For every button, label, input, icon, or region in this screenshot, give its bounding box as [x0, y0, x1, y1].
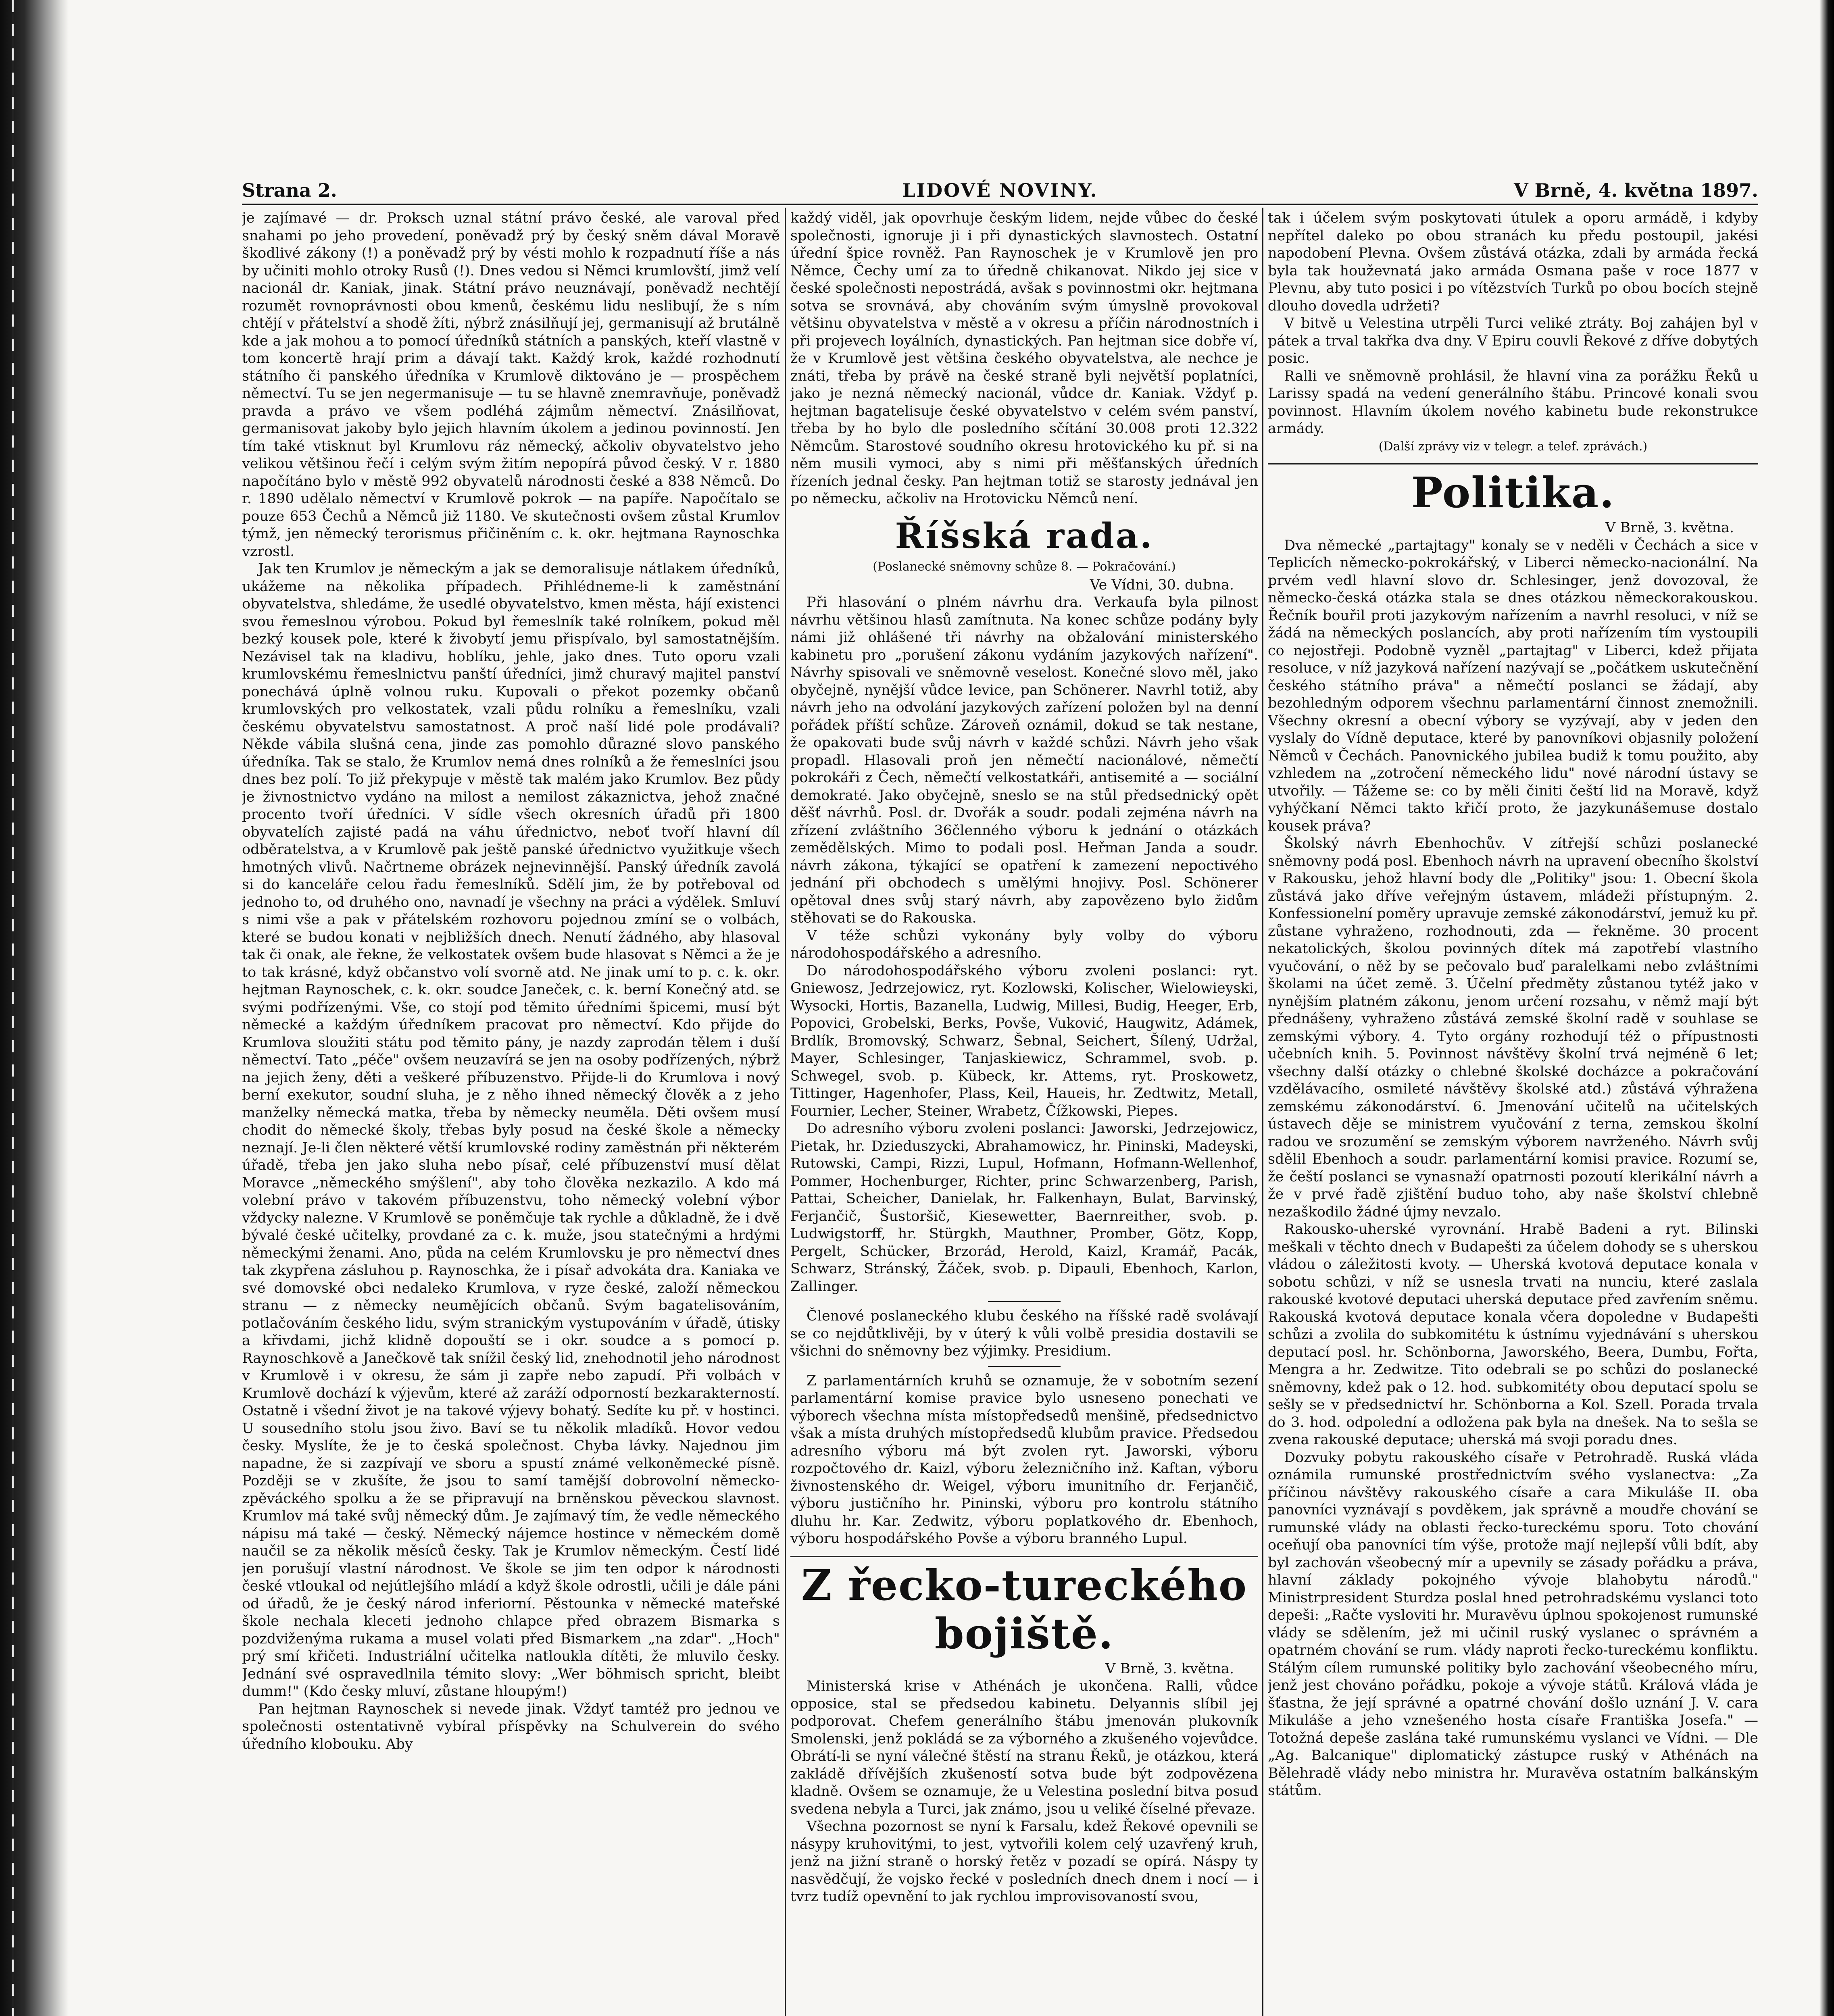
page-header [242, 179, 1758, 204]
club-notice: Členové poslaneckého klubu českého na říšské radě svolávají se co nejdůtklivěji, by v úterý k vůli volbě presidia dostavili se všichni do sněmovny bez výjimky. Presidium. [790, 1308, 1258, 1359]
separator [988, 1366, 1061, 1367]
separator [988, 1301, 1061, 1302]
dateline-brno-politics: V Brně, 3. května. [1605, 520, 1734, 536]
politics-ebenhoch: Školský návrh Ebenhochův. V zítřejší schůzi poslanecké sněmovny podá posl. Ebenhoch návrh na upravení obecního školství v Rakousku, jehož hlavní body dle „Politiky" jsou: 1. Obecní škola zůstává jako dříve veřejným ústavem, mládeži přístupným. 2. Konfessionelní poměry upravuje zemské zákonodárství, jemuž ku př. zůstane vyhraženo, rozhodnouti, zda — řekněme. 30 procent nekatolických, školou povinných dítek má zapotřebí vlastního vyučování, o něž by se pečovalo buď paralelkami nebo zvláštními školami na účet země. 3. Účelní předměty zůstanou tytéž jako v nynějším platném zákonu, jenom určení rozsahu, v němž mají být přednášeny, vyhraženo zůstává zemské školní radě v souhlase se zemskými výbory. 4. Tyto orgány rozhodují též o přípustnosti učebních knih. 5. Povinnost návštěvy školní trvá nejméně 6 let; všechny další otázky o chlebné školské docházce a pokračování vzdělávacího, osmileté návštěvy školské atd.) zůstává výhražena zemskému zákonodárství. 6. Jmenování učitelů na učitelských ústavech děje se ministrem vyučování z terna, zemskou školní radou ve srozumění se zemským výborem navrženého. Návrh svůj sdělil Ebenhoch a soudr. parlamentární komisi pravice. Rozumí se, že čeští poslanci se vynasnaží opatrnosti pozoutí klerikální návrh a že v prvé řadě zjištění buduo toho, aby naše školství chlebně nezaškodilo žádné újmy nevzalo. [1268, 835, 1758, 1220]
war-report-part2: Všechna pozornost se nyní k Farsalu, kdež Řekové opevnili se násypy kruhovitými, to jest, vytvořili kolem celý uzavřený kruh, jenž na jižní straně o horský řetěz v pozadí se opírá. Náspy ty nasvědčují, že vojsko řecké v posledních dnech dnem i nocí — i tvrz tudíž opevnění to jak rychlou improvisovaností svou, [790, 1818, 1258, 1905]
dateline-brno-war: V Brně, 3. května. [1105, 1660, 1234, 1677]
column-1 [242, 210, 780, 2016]
column-3 [1268, 210, 1758, 2016]
article-krumlov-continuation: každý viděl, jak opovrhuje českým lidem, nejde vůbec do české společnosti, ignoruje ji i při dynastických slavnostech. Ostatní úřední špice rovněž. Pan Raynoschek je v Krumlově jen pro Němce, Čechy umí za to úředně chikanovat. Nikdo jej sice v české společnosti nepostrádá, avšak s povinnostmi okr. hejtmana sotva se srovnává, aby chováním svým úmyslně provokoval většinu obyvatelstva v městě a v okresu a příčin národnostních i při projevech loyálních, dynastických. Pan hejtman sice dobře ví, že v Krumlově jest většina českého obyvatelstva, ale nechce je znáti, třeba by právě na české straně byli největší poplatníci, jako je nezná německý nacionál, vůdce dr. Kaniak. Vždyť p. hejtman bagatelisuje české obyvatelstvo v celém svém panství, třeba by ho bylo dle posledního sčítání 30.008 proti 12.322 Němcům. Starostové soudního okresu hrotovického ku př. si na něm musili vymoci, aby s nimi při měšťanských úředních řízeních jednal česky. Pan hejtman totiž se starosty jednával jen po německu, ačkoliv na Hrotovicku Němců není. [790, 210, 1258, 507]
parliamentary-circles-note: Z parlamentárních kruhů se oznamuje, že v sobotním sezení parlamentární komise pravice bylo usneseno ponechati ve výborech všechna místa místopředsedů menšině, předsednictvo však a místa druhých místopředsedů klubům pravice. Předsedou adresního výboru má být zvolen ryt. Jaworski, výboru rozpočtového dr. Kaizl, výboru železničního inž. Kaftan, výboru živnostenského dr. Weigel, výboru imunitního dr. Ferjančič, výboru justičního hr. Pininski, výboru pro kontrolu státního dluhu hr. Kar. Zedwitz, výboru poplatkového dr. Ebenhoch, výboru hospodářského Povše a výboru branného Lupul. [790, 1372, 1258, 1547]
scan-binding-edge [0, 0, 69, 2016]
article-krumlov-part3: Pan hejtman Raynoschek si nevede jinak. Vždyť tamtéž pro jednou ve společnosti ostentativně vybíral příspěvky na Schulverein do svého úředního klobouku. Aby [242, 1701, 780, 1752]
politics-petrohrad: Dozvuky pobytu rakouského císaře v Petrohradě. Ruská vláda oznámila rumunské prostřednictvím svého vyslanectva: „Za příčinou návštěvy rakouského císaře a cara Mikuláše II. oba panovníci vyznávají s povděkem, jak správně a moudře chování se rumunské vlády na oblasti řecko-tureckému sporu. Toto chování oceňují oba panovníci tím výše, protože mají nejlepší vůli bdít, aby byl zachován všeobecný mír a upevnily se zásady pořádku a práva, hlavní základy pokojného vývoje blahobytu národů." Ministrpresident Sturdza poslal hned petrohradskému vyslanci toto depeši: „Račte vysloviti hr. Muravěvu úplnou spokojenost rumunské vlády se sdělením, jež mi učinil ruský vyslanec o správném a opatrném chování se rum. vlády naproti řecko-tureckému konfliktu. Stálým cílem rumunské politiky bylo zachování všeobecného míru, jenž jest chováno pořádku, pokoje a vývoje států. Králová vláda je šťastna, že její správné a opatrné chování došlo uznání J. V. cara Mikuláše a jeho vznešeného hosta císaře Františka Josefa." — Totožná depeše zaslána také rumunskému vyslanci ve Vídni. — Dle „Ag. Balcanique" diplomatický zástupce ruský v Athénách na Bělehradě vlády nebo ministra hr. Muravěva ostatním balkánským státům. [1268, 1449, 1758, 1799]
war-report-part1: Ministerská krise v Athénách je ukončena. Ralli, vůdce opposice, stal se předsedou kabinetu. Delyannis slíbil jej podporovat. Chefem generálního štábu jmenován plukovník Smolenski, jenž pokládá se za výborného a zkušeného vojevůdce. Obrátí-li se nyní válečné štěstí na stranu Řeků, je otázkou, která zakládě dřívějších zkušeností sotva bude být zodpovězena kladně. Ovšem se oznamuje, že u Velestina poslední bitva posud svedena nebyla a Turci, jak známo, jsou u veliké číselné převaze. [790, 1678, 1258, 1817]
masthead-title: LIDOVÉ NOVINY. [902, 179, 1098, 201]
war-ralli-statement: Ralli ve sněmovně prohlásil, že hlavní vina za porážku Řeků u Larissy spadá na vedení generálního štábu. Princové konali svou povinnost. Hlavním úkolem nového kabinetu bude rekonstrukce armády. [1268, 368, 1758, 437]
scan-right-edge [1819, 0, 1834, 2016]
issue-date: V Brně, 4. května 1897. [1513, 179, 1758, 201]
section-title-politika: Politika. [1268, 463, 1758, 517]
committee-elections-intro: V téže schůzi vykonány byly volby do výboru národohospodářského a adresního. [790, 927, 1258, 961]
section-title-war: Z řecko-tureckého bojiště. [790, 1556, 1258, 1658]
page-number: Strana 2. [242, 179, 337, 201]
economic-committee-list: Do národohospodářského výboru zvoleni poslanci: ryt. Gniewosz, Jedrzejowicz, ryt. Kozlowski, Kolischer, Wielowieyski, Wysocki, Hortis, Bazanella, Ludwig, Millesi, Budig, Heeger, Erb, Popovici, Grobelski, Berks, Povše, Vuković, Haugwitz, Adámek, Brdlík, Bromovský, Schwarz, Šebnal, Seichert, Šílený, Udržal, Mayer, Schlesinger, Tanjaskiewicz, Schrammel, svob. p. Schwegel, svob. p. Kübeck, kr. Attems, ryt. Proskowetz, Tittinger, Hagenhofer, Plass, Keil, Haueis, hr. Zedtwitz, Metall, Fournier, Lecher, Steiner, Wrabetz, Čížkowski, Piepes. [790, 962, 1258, 1119]
politics-partajtagy: Dva německé „partajtagy" konaly se v neděli v Čechách a sice v Teplicích německo-pokrokářský, v Liberci německo-nacionální. Na prvém vedl hlavní slovo dr. Schlesinger, jenž dovozoval, že německo-česká otázka stala se dnes otázkou německorakouskou. Řečník bouřil proti jazykovým nařízením a navrhl resoluci, v níž se žádá na německých poslancích, aby proti nařízením tím vystoupili co nejostřeji. Podobně vyzněl „partajtag" v Liberci, kdež přijata resoluce, v níž jazyková nařízení nazývají se „počátkem uskutečnění českého státního práva" a němečtí poslanci se žádají, aby bezohledným odporem všechnu parlamentární činnost znemožnili. Všechny okresní a obecní výbory se vyzývají, aby v jeden den vyslaly do Vídně deputace, které by panovníkovi objasnily položení Němců v Čechách. Panovnického jubilea budiž k tomu použito, aby vzhledem na „zotročení německého lidu" nové národní ústavy se utvořily. — Tážeme se: co by měli činiti čeští lid na Moravě, když vyhýčkaní Němci takto křičí proto, že jazykunášemuse dostalo kousek práva? [1268, 537, 1758, 834]
more-news-note: (Další zprávy viz v telegr. a telef. zprávách.) [1378, 439, 1648, 454]
header-rule [242, 204, 1758, 205]
column-rule-1 [785, 208, 786, 2016]
war-report-continuation: tak i účelem svým poskytovati útulek a oporu armádě, i kdyby nepřítel daleko po obou stranách ku předu postoupil, jakési napodobení Plevna. Ovšem zůstává otázka, zdali by armáda řecká byla tak houževnatá jako armáda Osmana paše v roce 1877 v Plevnu, aby tuto posici i po vítězstvích Turků po obou bocích stejně dlouho dovedla udržeti? [1268, 210, 1758, 314]
parliament-report: Při hlasování o plném návrhu dra. Verkaufa byla pilnost návrhu většinou hlasů zamítnuta. Na konec schůze podány byly námi již ohlášené tři návrhy na obžalování ministerského kabinetu pro „porušení zákonu vydáním jazykových nařízení". Návrhy spisovali ve sněmovně veselost. Konečné slovo měl, jako obyčejně, nynější vůdce levice, pan Schönerer. Navrhl totiž, aby návrh jeho na odvolání jazykových zařízení položen byl na denní pořádek příští schůze. Zároveň oznámil, dokud se tak nestane, že opakovati bude svůj návrh v každé schůzi. Návrh jeho však propadl. Hlasovali proň jen němečtí nacionálové, němečtí pokrokáři z Čech, němečtí velkostatkáři, antisemité a — sociální demokraté. Jako obyčejně, sneslo se na stůl předsednický opět děšť návrhů. Posl. dr. Dvořák a soudr. podali zejména návrh na zřízení zvláštního 36členného výboru k jednání o otázkách zemědělských. Mimo to podali posl. Heřman Janda a soudr. návrh zákona, týkající se opatření k zamezení nepoctivého jednání při obchodech s umělými hnojivy. Posl. Schönerer opětoval dnes svůj starý návrh, aby zapovězeno bylo židům stěhovati se do Rakouska. [790, 594, 1258, 926]
column-2 [790, 210, 1258, 2016]
address-committee-list: Do adresního výboru zvoleni poslanci: Jaworski, Jedrzejowicz, Pietak, hr. Dzieduszycki, Abrahamowicz, hr. Pininski, Madeyski, Rutowski, Campi, Rizzi, Lupul, Hofmann, Hofmann-Wellenhof, Pommer, Hochenburger, Richter, princ Schwarzenberg, Parish, Pattai, Scheicher, Danielak, hr. Falkenhayn, Bulat, Barvinský, Ferjančič, Šustoršič, Kiesewetter, Baernreither, svob. p. Ludwigstorff, hr. Stürgkh, Mauthner, Promber, Götz, Kopp, Pergelt, Schücker, Brzorád, Herold, Kaizl, Kramář, Pacák, Schwarz, Stránský, Žáček, svob. p. Dipauli, Ebenhoch, Karlon, Zallinger. [790, 1120, 1258, 1295]
war-velestino: V bitvě u Velestina utrpěli Turci veliké ztráty. Boj zahájen byl v pátek a trval takřka dva dny. V Epiru couvli Řekové z dříve dobytých posic. [1268, 315, 1758, 367]
column-rule-2 [1262, 208, 1263, 2016]
section-subtitle-risska-rada: (Poslanecké sněmovny schůze 8. — Pokračování.) [873, 559, 1176, 574]
article-krumlov-part2: Jak ten Krumlov je německým a jak se demoralisuje nátlakem úředníků, ukážeme na několika případech. Přihlédneme-li k zaměstnání obyvatelstva, shledáme, že usedlé obyvatelstvo, kmen města, hájí existenci svou řemeslnou výrobou. Pokud byl řemeslník také rolníkem, pokud měl bezký kousek pole, které k živobytí jemu přispívalo, byl samostatnějším. Nezávisel tak na kladivu, hoblíku, jehle, jako dnes. Tuto oporu vzali krumlovskému řemeslnictvu panští úředníci, jimž churavý majitel panství ponechává úplně volnou ruku. Kupovali o překot pozemky občanů krumlovských pro velkostatek, vzali půdu rolníku a řemeslníku, vzali českému obyvatelstvu samostatnost. A proč naší lidé pole prodávali? Někde vábila slušná cena, jinde zas pomohlo důrazné slovo panského úředníka. Tak se stalo, že Krumlov nemá dnes rolníků a že řemeslníci jsou dnes bez polí. To již překypuje v městě tak malém jako Krumlov. Bez půdy je živnostnictvo vydáno na milost a nemilost zákaznictva, jehož značné procento tvoří úředníci. V sídle všech okresních úřadů při 1800 obyvatelích zajisté padá na váhu úřednictvo, neboť tvoří hlavní díl odběratelstva, a v Krumlově pak ještě panské úřednictvo využitkuje všech hmotných vlivů. Načrtneme obrázek nejnevinnější. Panský úředník zavolá si do kanceláře celou řadu řemeslníků. Sdělí jim, že by potřeboval od jednoho to, od druhého ono, navnadí je všechny na práci a výdělek. Smluví s nimi vše a pak v přátelském rozhovoru pojednou zmíní se o volbách, které se budou konati v nejbližších dnech. Nenutí žádného, aby hlasoval tak či onak, ale řekne, že velkostatek ovšem bude hlasovat s Němci a že je to tak krásné, když občanstvo volí svorně atd. Ne jinak umí to p. c. k. okr. hejtman Raynoschek, c. k. okr. soudce Janeček, c. k. berní Konečný atd. se svými podřízenými. Vše, co stojí pod těmito úředními špicemi, musí být německé a každým úředníkem pracovat pro němectví. Kdo přijde do Krumlova sloužiti státu pod těmito pány, je nazdy zaprodán tělem i duší němectví. Tato „péče" ovšem neuzavírá se jen na osoby podřízených, nýbrž na jejich ženy, děti a veškeré příbuzenstvo. Přijde-li do Krumlova i nový berní exekutor, soudní sluha, je z něho ihned německý člověk a z jeho manželky německá matka, třeba by německy neuměla. Děti ovšem musí chodit do německé školy, třebas byly posud na české škole a německy neznají. Je-li člen některé větší krumlovské rodiny zaměstnán při některém úřadě, třeba jen jako sluha nebo písař, celé příbuzenství musí dělat Moravce „německého smýšlení", aby toho člověka nezkazilo. A kdo má volební právo v takovém příbuzenstvu, toho německý volební výbor vždycky nalezne. V Krumlově se poněmčuje tak rychle a důkladně, že i dvě bývalé české učitelky, provdané za c. k. muže, jsou statečnými a hrdými německými ženami. Ano, půda na celém Krumlovsku je pro němectví dnes tak zkypřena zásluhou p. Raynoschka, že i písař advokáta dra. Kaniaka ve své domovské obci nedaleko Krumlova, v ryze české, založí německou stranu — z německy neumějících občanů. Svým bagatelisováním, potlačováním českého lidu, svým stranickým vystupováním v úřadě, útisky a křivdami, jichž klidně dopouští se i okr. soudce a s pomocí p. Raynoschkově a Janečkově tak snížil český lid, znehodnotil jeho národnost v Krumlově i v okresu, že sám ji zapře nebo zapudí. Při volbách v Krumlově dochází k výjevům, které až zaráží odporností bezkarakterností. Ostatně i všední život je na takové výjevy bohatý. Sedíte ku př. v hostinci. U sousedního stolu jsou živo. Baví se tu několik mladíků. Hovor vedou česky. Myslíte, že je to česká společnost. Chyba lávky. Najednou jim napadne, že si zazpívají ve sboru a spustí známé velkoněmecké písně. Později se v zkušíte, že jsou to samí tamější dobrovolní německo-zpěváckého spolku a že se připravují na brněnskou pěveckou slavnost. Krumlov má také svůj německý dům. Je zajímavý tím, že vedle německého nápisu má také — český. Německý nájemce hostince v německém domě naučil se za několik měsíců česky. Tak je Krumlov německým. Čestí lidé jen porušují vlastní národnost. Ve škole se jim ten odpor k národnosti české vtloukal od nejútlejšího mládí a když škole odrostli, učili je dále páni od úřadů, že je český národ inferiorní. Pěstounka v německé mateřské škole nechala kleceti jednoho chlapce před obrazem Bismarka s pozdviženýma rukama a musel volati před Bismarkem „na zdar". „Hoch" prý smí křičeti. Industriální učitelka natloukla dítěti, že mluvilo česky. Jednání své ospravedlnila témito slovy: „Wer böhmisch spricht, bleibt dumm!" (Kdo česky mluví, zůstane hloupým!) [242, 561, 780, 1699]
section-title-risska-rada: Říšská rada. [895, 515, 1154, 556]
article-krumlov-part1: je zajímavé — dr. Proksch uznal státní právo české, ale varoval před snahami po jeho provedení, poněvadž prý by český sněm dával Moravě škodlivé zákony (!) a poněvadž prý by vésti mohlo k rozpadnutí říše a nás by učiniti mohlo otroky Rusů (!). Dnes vedou si Němci krumlovští, jimž velí nacionál dr. Kaniak, jinak. Státní právo neuznávají, poněvadž nechtějí rozumět rovnoprávnosti obou kmenů, českému lidu neslibují, že s ním chtějí v přátelství a shodě žíti, nýbrž znásilňují jej, germanisují až brutálně kde a jak mohou a to pomocí úředníků státních a panských, kteří vlastně v tom koncertě hrají prim a dávají takt. Každý krok, každé rozhodnutí státního či panského úředníka v Krumlově diktováno je — prospěchem němectví. Tu se jen negermanisuje — tu se hlavně znemravňuje, poněvadž pravda a právo ve všem podléhá zájmům němectví. Znásilňovat, germanisovat jakoby bylo jejich hlavním úkolem a jedinou povinností. Jen tím také vtisknut byl Krumlovu ráz německý, ačkoliv obyvatelstvo jeho velikou většinou řečí i celým svým žitím nepopírá původ český. V r. 1880 napočítáno bylo v městě 992 obyvatelů národnosti české a 838 Němců. Do r. 1890 udělalo němectví v Krumlově pokrok — na papíře. Napočítalo se pouze 653 Čechů a Němců již 1180. Ve skutečnosti ovšem zůstal Krumlov týmž, jen německý terorismus přičiněním c. k. okr. hejtmana Raynoschka vzrostl. [242, 210, 780, 560]
politics-vyrovnani: Rakousko-uherské vyrovnání. Hrabě Badeni a ryt. Bilinski meškali v těchto dnech v Budapešti za účelem dohody se s uherskou vládou o záležitosti kvoty. — Uherská kvotová deputace konala v sobotu schůzi, v níž se usnesla trvati na nunciu, které zaslala rakouské kvotové deputaci uherská deputace před zavřením sněmu. Rakouská kvotová deputace konala včera dopoledne v Budapešti schůzi a zvolila do subkomitétu k ústnímu vyjednávání s uherskou deputací posl. hr. Schönborna, Jaworského, Beera, Dumbu, Fořta, Mengra a hr. Zedwitze. Tito odebrali se po schůzi do poslanecké sněmovny, kdež pak o 12. hod. subkomitéty obou deputací spolu se sešly se v předsednictví hr. Schönborna a Kol. Szell. Porada trvala do 3. hod. odpolední a odložena pak byla na dnešek. Na to sešla se zvena rakouské deputace; uherská má svoji poradu dnes. [1268, 1221, 1758, 1448]
dateline-vienna: Ve Vídni, 30. dubna. [1090, 577, 1234, 593]
